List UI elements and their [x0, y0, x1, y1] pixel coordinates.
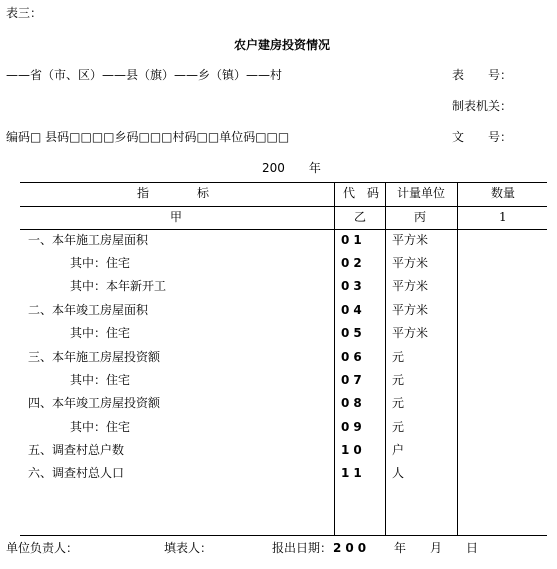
filler-label: 填表人： — [164, 541, 213, 555]
row-code: 09 — [341, 420, 366, 434]
header-indicator: 指 标 — [137, 186, 210, 200]
header-code: 代 码 — [343, 186, 380, 200]
row-label: 其中：住宅 — [70, 326, 131, 340]
row-code: 02 — [341, 256, 366, 270]
row-label: 三、本年施工房屋投资额 — [28, 350, 161, 364]
row-code: 01 — [341, 233, 366, 247]
report-date-label: 报出日期： — [272, 541, 333, 555]
row-code: 06 — [341, 350, 366, 364]
issuing-office-label: 制表机关： — [452, 99, 513, 113]
year-label: 200 年 — [262, 161, 321, 175]
row-unit: 元 — [392, 420, 405, 434]
unit-head-label: 单位负责人： — [6, 541, 79, 555]
column-code-indicator: 甲 — [170, 210, 183, 224]
row-label: 四、本年竣工房屋投资额 — [28, 396, 161, 410]
row-label: 其中：住宅 — [70, 256, 131, 270]
column-divider-quantity — [457, 182, 458, 536]
column-code-unit: 丙 — [414, 210, 427, 224]
code-line: 编码□ 县码□□□□乡码□□□村码□□单位码□□□ — [6, 130, 290, 144]
row-unit: 元 — [392, 350, 405, 364]
row-label: 其中：住宅 — [70, 373, 131, 387]
column-divider-unit — [385, 182, 386, 536]
form-number-label: 表 号： — [452, 68, 513, 82]
location-line: ——省（市、区）——县（旗）——乡（镇）——村 — [6, 68, 283, 82]
row-label: 其中：本年新开工 — [70, 279, 167, 293]
row-code: 11 — [341, 466, 366, 480]
table-number: 表三： — [6, 6, 43, 20]
row-unit: 平方米 — [392, 326, 429, 340]
day-suffix: 日 — [466, 541, 479, 555]
column-divider-code — [334, 182, 335, 536]
row-label: 二、本年竣工房屋面积 — [28, 303, 149, 317]
row-unit: 人 — [392, 466, 405, 480]
column-code-quantity: 1 — [499, 210, 507, 224]
row-label: 六、调查村总人口 — [28, 466, 125, 480]
row-unit: 元 — [392, 396, 405, 410]
row-code: 07 — [341, 373, 366, 387]
row-unit: 平方米 — [392, 256, 429, 270]
table-top-border — [20, 182, 547, 183]
row-code: 03 — [341, 279, 366, 293]
row-unit: 平方米 — [392, 233, 429, 247]
table-bottom-border — [20, 535, 547, 536]
row-label: 其中：住宅 — [70, 420, 131, 434]
row-label: 五、调查村总户数 — [28, 443, 125, 457]
row-unit: 户 — [392, 443, 405, 457]
month-suffix: 月 — [430, 541, 443, 555]
code-row-divider — [20, 229, 547, 230]
row-unit: 平方米 — [392, 303, 429, 317]
header-quantity: 数量 — [491, 186, 516, 200]
report-date-year: 200 — [333, 541, 371, 555]
row-code: 08 — [341, 396, 366, 410]
row-code: 04 — [341, 303, 366, 317]
column-code-code: 乙 — [354, 210, 367, 224]
header-unit: 计量单位 — [397, 186, 446, 200]
row-code: 05 — [341, 326, 366, 340]
row-label: 一、本年施工房屋面积 — [28, 233, 149, 247]
year-suffix: 年 — [394, 541, 407, 555]
page-title: 农户建房投资情况 — [234, 38, 331, 52]
header-divider — [20, 206, 547, 207]
row-unit: 元 — [392, 373, 405, 387]
document-number-label: 文 号： — [452, 130, 513, 144]
row-code: 10 — [341, 443, 366, 457]
row-unit: 平方米 — [392, 279, 429, 293]
